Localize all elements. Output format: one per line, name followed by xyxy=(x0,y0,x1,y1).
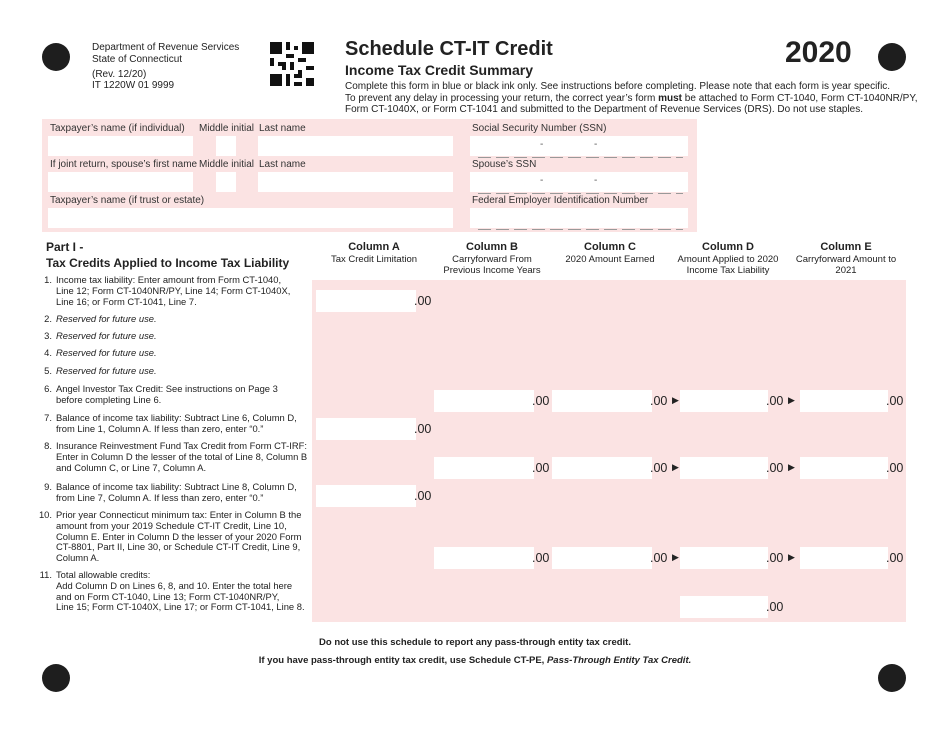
carry-arrow-icon: ▶ xyxy=(788,552,795,562)
spouse-ssn-dash-1: - xyxy=(540,175,544,186)
line-8-column-c-input[interactable] xyxy=(552,457,652,479)
line-10-column-e-input[interactable] xyxy=(800,547,888,569)
carry-arrow-icon: ▶ xyxy=(672,395,679,405)
form-title: Schedule CT-IT Credit xyxy=(345,38,553,60)
ssn-underline xyxy=(478,157,683,158)
line-8-column-b-input[interactable] xyxy=(434,457,534,479)
line-11-column-d-cents: .00 xyxy=(766,600,784,614)
instructions xyxy=(345,81,918,116)
carry-arrow-icon: ▶ xyxy=(672,462,679,472)
trust-name-label: Taxpayer’s name (if trust or estate) xyxy=(50,195,205,206)
line-1-column-a-cents: .00 xyxy=(414,294,432,308)
spouse-last-name-input[interactable] xyxy=(258,172,453,192)
line-6-column-d-input[interactable] xyxy=(680,390,768,412)
registration-mark-top-right xyxy=(878,43,906,71)
spouse-ssn-label: Spouse’s SSN xyxy=(472,159,537,170)
carry-arrow-icon: ▶ xyxy=(672,552,679,562)
instruction-line-2: To prevent any delay in processing your return, the correct year’s form must be attached to Form CT-1040, Form CT-1040NR/PY, xyxy=(345,92,918,104)
line-6-description: 6. Angel Investor Tax Credit: See instructions on Page 3 before completing Line 6. xyxy=(44,383,278,405)
line-7-column-a-input[interactable] xyxy=(316,418,416,440)
column-c-header: Column C 2020 Amount Earned xyxy=(565,241,655,265)
line-6-column-c-cents: .00 xyxy=(650,394,668,408)
trust-name-input[interactable] xyxy=(48,208,453,228)
line-10-column-c-cents: .00 xyxy=(650,551,668,565)
line-10-column-e-cents: .00 xyxy=(886,551,904,565)
spouse-ssn-underline xyxy=(478,193,683,194)
line-6-column-d-cents: .00 xyxy=(766,394,784,408)
taxpayer-middle-initial-input[interactable] xyxy=(216,136,236,156)
taxpayer-first-name-input[interactable] xyxy=(48,136,193,156)
footer-note-1: Do not use this schedule to report any pass-through entity tax credit. xyxy=(319,637,631,648)
part1-title: Tax Credits Applied to Income Tax Liability xyxy=(46,256,290,270)
fein-underline xyxy=(478,229,683,230)
spouse-name-label: If joint return, spouse’s first name xyxy=(50,159,198,170)
line-10-description: 10. Prior year Connecticut minimum tax: Enter in Column B the amount from your 2019 Schedule CT-IT Credit, Line 10, Column E. Enter in Column D the lesser of your 2020 Form CT-8801, Part II, Line 30, or Schedule CT-IT Credit, Line 9, Column A. xyxy=(38,509,302,564)
line-6-column-e-cents: .00 xyxy=(886,394,904,408)
fein-input[interactable] xyxy=(470,208,688,228)
spouse-middle-initial-label: Middle initial xyxy=(199,159,255,170)
instruction-line-3: Form CT-1040X, or Form CT-1041 and submitted to the Department of Revenue Services (DRS). Do not use staples. xyxy=(345,104,864,115)
line-1-description: 1. Income tax liability: Enter amount from Form CT-1040, Line 12; Form CT-1040NR/PY, Line 14; Form CT-1040X, Line 16; or Form CT-1041, Line 7. xyxy=(44,274,291,307)
column-d-header: Column D Amount Applied to 2020 Income Tax Liability xyxy=(677,241,779,276)
line-8-column-d-cents: .00 xyxy=(766,461,784,475)
column-b-header: Column B Carryforward From Previous Income Years xyxy=(443,241,541,276)
line-6-column-c-input[interactable] xyxy=(552,390,652,412)
column-e-header: Column E Carryforward Amount to 2021 xyxy=(795,241,897,276)
footer-note-2: If you have pass-through entity tax credit, use Schedule CT-PE, Pass-Through Entity Tax Credit. xyxy=(258,655,692,666)
ssn-dash-2: - xyxy=(594,139,598,150)
form-subtitle: Income Tax Credit Summary xyxy=(345,62,534,78)
carry-arrow-icon: ▶ xyxy=(788,395,795,405)
line-8-column-e-cents: .00 xyxy=(886,461,904,475)
part1-grid-panel xyxy=(312,280,906,622)
revision: (Rev. 12/20) xyxy=(92,69,147,80)
spouse-ssn-input[interactable] xyxy=(470,172,688,192)
fein-label: Federal Employer Identification Number xyxy=(472,195,649,206)
line-2-description: 2. Reserved for future use. xyxy=(44,313,157,324)
line-1-column-a-input[interactable] xyxy=(316,290,416,312)
line-8-column-b-cents: .00 xyxy=(532,461,550,475)
spouse-ssn-dash-2: - xyxy=(594,175,598,186)
qr-code-icon xyxy=(270,42,314,86)
form-year: 2020 xyxy=(785,36,852,69)
line-8-column-c-cents: .00 xyxy=(650,461,668,475)
line-10-column-d-input[interactable] xyxy=(680,547,768,569)
part1-label: Part I - xyxy=(46,240,84,254)
form-code: IT 1220W 01 9999 xyxy=(92,80,175,91)
line-8-description: 8. Insurance Reinvestment Fund Tax Credit from Form CT-IRF: Enter in Column D the lesser of the total of Line 8, Column B and Column C, or Line 7, Column A. xyxy=(44,440,308,473)
line-6-column-b-cents: .00 xyxy=(532,394,550,408)
line-6-column-e-input[interactable] xyxy=(800,390,888,412)
spouse-first-name-input[interactable] xyxy=(48,172,193,192)
line-9-column-a-cents: .00 xyxy=(414,489,432,503)
line-9-description: 9. Balance of income tax liability: Subtract Line 8, Column D, from Line 7, Column A. If less than zero, enter “0.” xyxy=(44,481,297,503)
line-10-column-b-input[interactable] xyxy=(434,547,534,569)
spouse-last-name-label: Last name xyxy=(259,159,306,170)
registration-mark-top-left xyxy=(42,43,70,71)
line-10-column-d-cents: .00 xyxy=(766,551,784,565)
last-name-label: Last name xyxy=(259,123,306,134)
taxpayer-ssn-input[interactable] xyxy=(470,136,688,156)
registration-mark-bottom-right xyxy=(878,664,906,692)
line-4-description: 4. Reserved for future use. xyxy=(44,347,157,358)
line-6-column-b-input[interactable] xyxy=(434,390,534,412)
taxpayer-name-label: Taxpayer’s name (if individual) xyxy=(50,123,185,134)
line-9-column-a-input[interactable] xyxy=(316,485,416,507)
carry-arrow-icon: ▶ xyxy=(788,462,795,472)
instruction-line-1: Complete this form in blue or black ink only. See instructions before completing. Please note that each form is year specific. xyxy=(345,81,891,92)
line-7-description: 7. Balance of income tax liability: Subtract Line 6, Column D, from Line 1, Column A. If less than zero, enter “0.” xyxy=(44,412,297,434)
line-8-column-d-input[interactable] xyxy=(680,457,768,479)
ssn-dash-1: - xyxy=(540,139,544,150)
line-3-description: 3. Reserved for future use. xyxy=(44,330,157,341)
ssn-label: Social Security Number (SSN) xyxy=(472,123,607,134)
line-8-column-e-input[interactable] xyxy=(800,457,888,479)
line-11-description: 11. Total allowable credits: Add Column D on Lines 6, 8, and 10. Enter the total here and on Form CT-1040, Line 13; Form CT-1040NR/PY, Line 15; Form CT-1040X, Line 17; or Form CT-1041, Line 8. xyxy=(39,569,305,613)
dept-name: Department of Revenue Services xyxy=(92,42,240,53)
line-5-description: 5. Reserved for future use. xyxy=(44,365,157,376)
registration-mark-bottom-left xyxy=(42,664,70,692)
middle-initial-label: Middle initial xyxy=(199,123,255,134)
line-7-column-a-cents: .00 xyxy=(414,422,432,436)
line-11-column-d-input[interactable] xyxy=(680,596,768,618)
column-a-header: Column A Tax Credit Limitation xyxy=(330,241,418,265)
spouse-middle-initial-input[interactable] xyxy=(216,172,236,192)
line-10-column-c-input[interactable] xyxy=(552,547,652,569)
taxpayer-last-name-input[interactable] xyxy=(258,136,453,156)
state-name: State of Connecticut xyxy=(92,54,183,65)
line-10-column-b-cents: .00 xyxy=(532,551,550,565)
